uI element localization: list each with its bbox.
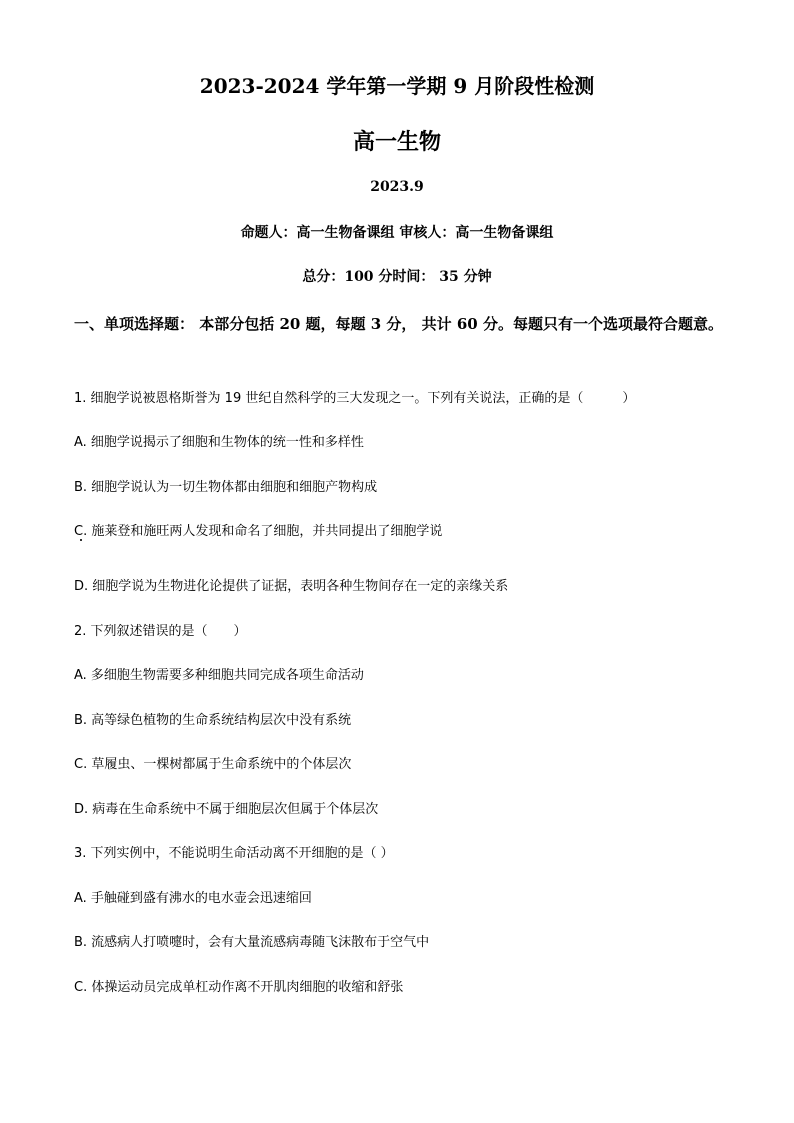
option-d: D. 病毒在生命系统中不属于细胞层次但属于个体层次: [74, 802, 379, 817]
option-b: B. 流感病人打喷嚏时，会有大量流感病毒随飞沫散布于空气中: [74, 935, 430, 950]
option-a: A. 多细胞生物需要多种细胞共同完成各项生命活动: [74, 668, 364, 683]
exam-title: 2023-2024 学年第一学期 9 月阶段性检测: [199, 74, 595, 98]
exam-date: 2023.9: [370, 179, 424, 195]
option-b: B. 细胞学说认为一切生物体都由细胞和细胞产物构成: [74, 480, 378, 495]
section-heading: 一、单项选择题： 本部分包括 20 题，每题 3 分， 共计 60 分。每题只有一个选项最符合题意。: [74, 315, 723, 333]
question-stem: 3. 下列实例中，不能说明生命活动离不开细胞的是（ ）: [74, 846, 394, 861]
subject-title: 高一生物: [352, 129, 441, 155]
option-c: C. 施莱登和施旺两人发现和命名了细胞，并共同提出了细胞学说: [74, 524, 443, 539]
option-b: B. 高等绿色植物的生命系统结构层次中没有系统: [74, 713, 352, 728]
option-c: C. 草履虫、一棵树都属于生命系统中的个体层次: [74, 757, 352, 772]
question-stem: 1. 细胞学说被恩格斯誉为 19 世纪自然科学的三大发现之一。下列有关说法，正确的是（ ）: [74, 391, 636, 406]
option-d: D. 细胞学说为生物进化论提供了证据，表明各种生物间存在一定的亲缘关系: [74, 579, 509, 594]
authors-line: 命题人：高一生物备课组 审核人：高一生物备课组: [240, 225, 554, 241]
stray-mark: [80, 539, 82, 541]
option-c: C. 体操运动员完成单杠动作离不开肌肉细胞的收缩和舒张: [74, 980, 404, 995]
score-time-line: 总分：100 分时间： 35 分钟: [302, 269, 492, 285]
question-stem: 2. 下列叙述错误的是（ ）: [74, 624, 247, 639]
option-a: A. 手触碰到盛有沸水的电水壶会迅速缩回: [74, 891, 312, 906]
option-a: A. 细胞学说揭示了细胞和生物体的统一性和多样性: [74, 435, 364, 450]
